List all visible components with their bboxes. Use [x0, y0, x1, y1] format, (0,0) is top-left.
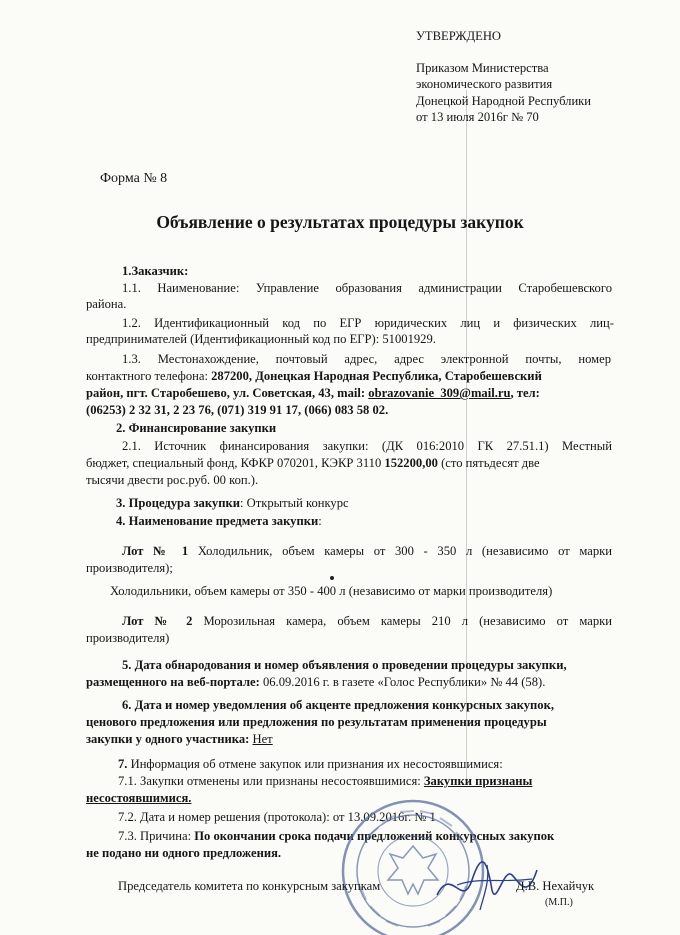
s1-line: предпринимателей (Идентификационный код по ЕГР): 51001929.: [86, 332, 436, 346]
section-4: 4. Наименование предмета закупки:: [116, 514, 322, 528]
section-7-line: не подано ни одного предложения.: [86, 846, 282, 860]
s2-line: 2.1. Источник финансирования закупки: (ДК 016:2010 ГК 27.51.1) Местный: [122, 439, 612, 453]
ink-dot: [330, 576, 334, 580]
approval-heading: УТВЕРЖДЕНО: [416, 29, 502, 43]
lot-2-line: Лот № 2 Морозильная камера, объем камеры 210 л (независимо от марки: [122, 614, 612, 628]
section-6-line: ценового предложения или предложения по результатам применения процедуры: [86, 715, 547, 729]
s1-line: район, пгт. Старобешево, ул. Советская, 43, mail: obrazovanie_309@mail.ru, тел:: [86, 386, 540, 400]
email-link[interactable]: obrazovanie_309@mail.ru: [368, 386, 511, 400]
s1-line: контактного телефона: 287200, Донецкая Народная Республика, Старобешевский: [86, 369, 542, 383]
lot-1-line: Лот № 1 Холодильник, объем камеры от 300 - 350 л (независимо от марки: [122, 544, 613, 558]
form-number: Форма № 8: [100, 171, 168, 186]
lot-1-line: производителя);: [86, 561, 173, 575]
signature-line: Председатель комитета по конкурсным закупкам: [118, 879, 381, 893]
lot-2-line: производителя): [86, 631, 170, 645]
approval-line: от 13 июля 2016г № 70: [416, 109, 539, 124]
s2-line: бюджет, специальный фонд, КФКР 070201, КЭКР 3110 152200,00 (сто пятьдесят две: [86, 456, 540, 470]
section-3: 3. Процедура закупки: Открытый конкурс: [116, 496, 349, 510]
lot-1-line: Холодильники, объем камеры от 350 - 400 л (независимо от марки производителя): [110, 584, 553, 598]
signatory-name: Д.В. Нехайчук: [516, 879, 595, 893]
section-7-line: 7.1. Закупки отменены или признаны несостоявшимися: Закупки признаны: [118, 774, 533, 788]
section-7-line: несостоявшимися.: [86, 791, 192, 805]
section-7-line: 7.3. Причина: По окончании срока подачи предложений конкурсных закупок: [118, 829, 555, 843]
approval-block: [416, 28, 591, 125]
s1-line: 1.2. Идентификационный код по ЕГР юридических лиц и физических лиц-: [122, 316, 614, 330]
stamp-place-label: (М.П.): [545, 897, 573, 908]
s1-line: 1.1. Наименование: Управление образования администрации Старобешевского: [122, 281, 612, 295]
s1-line: (06253) 2 32 31, 2 23 76, (071) 319 91 17, (066) 083 58 02.: [86, 403, 389, 417]
section-5-line: размещенного на веб-портале: 06.09.2016 г. в газете «Голос Республики» № 44 (58).: [86, 675, 546, 689]
section-6-line: закупки у одного участника: Нет: [86, 732, 273, 746]
document-title: Объявление о результатах процедуры закупок: [156, 212, 524, 232]
s1-line: 1.3. Местонахождение, почтовый адрес, адрес электронной почты, номер: [122, 352, 611, 366]
approval-line: экономического развития: [416, 77, 553, 92]
approval-line: Донецкой Народной Республики: [416, 93, 592, 108]
section-5-line: 5. Дата обнародования и номер объявления о проведении процедуры закупки,: [122, 658, 567, 672]
s2-line: тысячи двести рос.руб. 00 коп.).: [86, 473, 259, 487]
section-1-heading: 1.Заказчик:: [122, 264, 189, 278]
s1-line: района.: [86, 297, 127, 311]
approval-line: Приказом Министерства: [416, 61, 549, 76]
section-7-line: 7.2. Дата и номер решения (протокола): от 13.09.2016г. № 1: [118, 810, 436, 824]
section-7-heading: 7. Информация об отмене закупок или признания их несостоявшимися:: [118, 757, 503, 771]
section-2-heading: 2. Финансирование закупки: [116, 421, 277, 435]
section-6-line: 6. Дата и номер уведомления об акценте предложения конкурсных закупок,: [122, 698, 554, 712]
